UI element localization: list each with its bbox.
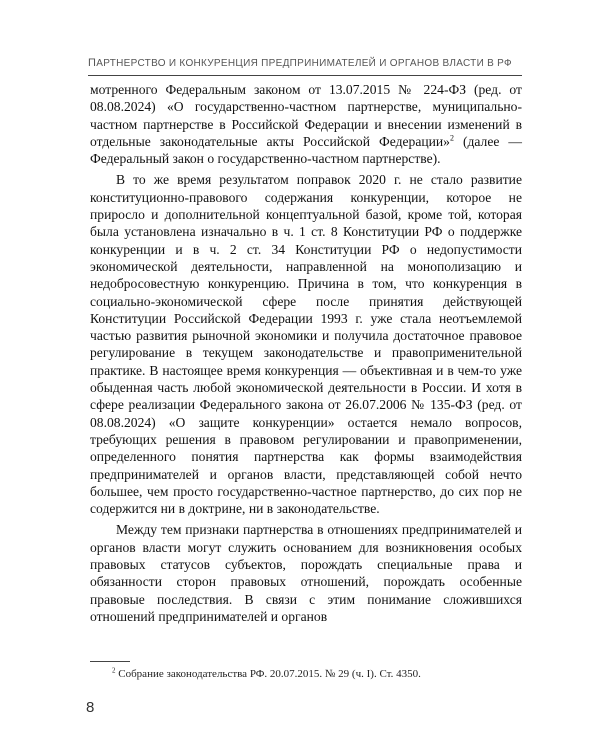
paragraph-1-tail: (далее — Федеральный закон о государственно-частном партнерстве).: [90, 133, 522, 167]
paragraph-1: [90, 81, 522, 167]
page-number: 8: [86, 699, 95, 716]
body-text: [90, 81, 522, 629]
running-head: ПАРТНЕРСТВО И КОНКУРЕНЦИЯ ПРЕДПРИНИМАТЕЛЕЙ И ОРГАНОВ ВЛАСТИ В РФ: [88, 57, 512, 69]
footnote-rule: [90, 661, 130, 662]
paragraph-1-text: мотренного Федеральным законом от 13.07.2015 № 224-ФЗ (ред. от 08.08.2024) «О государственно-частном партнерстве, муниципально-частном партнерстве в Российской Федерации и внесении изменений в отдельные законодательные акты Российской Федерации»: [90, 82, 522, 149]
footnote-text: Собрание законодательства РФ. 20.07.2015. № 29 (ч. I). Ст. 4350.: [118, 668, 421, 680]
footnote-reference[interactable]: 2: [449, 133, 454, 143]
footnote: [112, 667, 522, 681]
header-rule: [88, 75, 522, 76]
footnote-marker: 2: [112, 666, 116, 675]
paragraph-3: Между тем признаки партнерства в отношениях предпринимателей и органов власти могут служить основанием для возникновения особых правовых статусов субъектов, порождать специальные права и обязанности сторон правовых отношений, порождать особенные правовые последствия. В связи с этим понимание сложившихся отношений предпринимателей и органов: [90, 522, 522, 624]
paragraph-2: В то же время результатом поправок 2020 г. не стало развитие конституционно-правового содержания конкуренции, которое не приросло и дополнительной концептуальной базой, кроме той, которая была установлена изначально в ч. 1 ст. 8 Конституции РФ о поддержке конкуренции и в ч. 2 ст. 34 Конституции РФ о недопустимости экономической деятельности, направленной на монополизацию и недобросовестную конкуренцию. Причина в том, что конкуренция в социально-экономической сфере после принятия действующей Конституции Российской Федерации 1993 г. уже стала неотъемлемой частью развития рыночной экономики и получила достаточное правовое регулирование в текущем законодательстве и правоприменительной практике. В настоящее время конкуренция — объективная и в чем-то уже обыденная часть любой экономической деятельности в России. И хотя в сфере реализации Федерального закона от 26.07.2006 № 135-ФЗ (ред. от 08.08.2024) «О защите конкуренции» остается немало вопросов, требующих решения в правовом регулировании и правоприменении, определенного понятия партнерства как формы взаимодействия предпринимателей и органов власти, представляющей собой нечто большее, чем просто государственно-частное партнерство, до сих пор не содержится ни в доктрине, ни в законодательстве.: [90, 172, 522, 517]
